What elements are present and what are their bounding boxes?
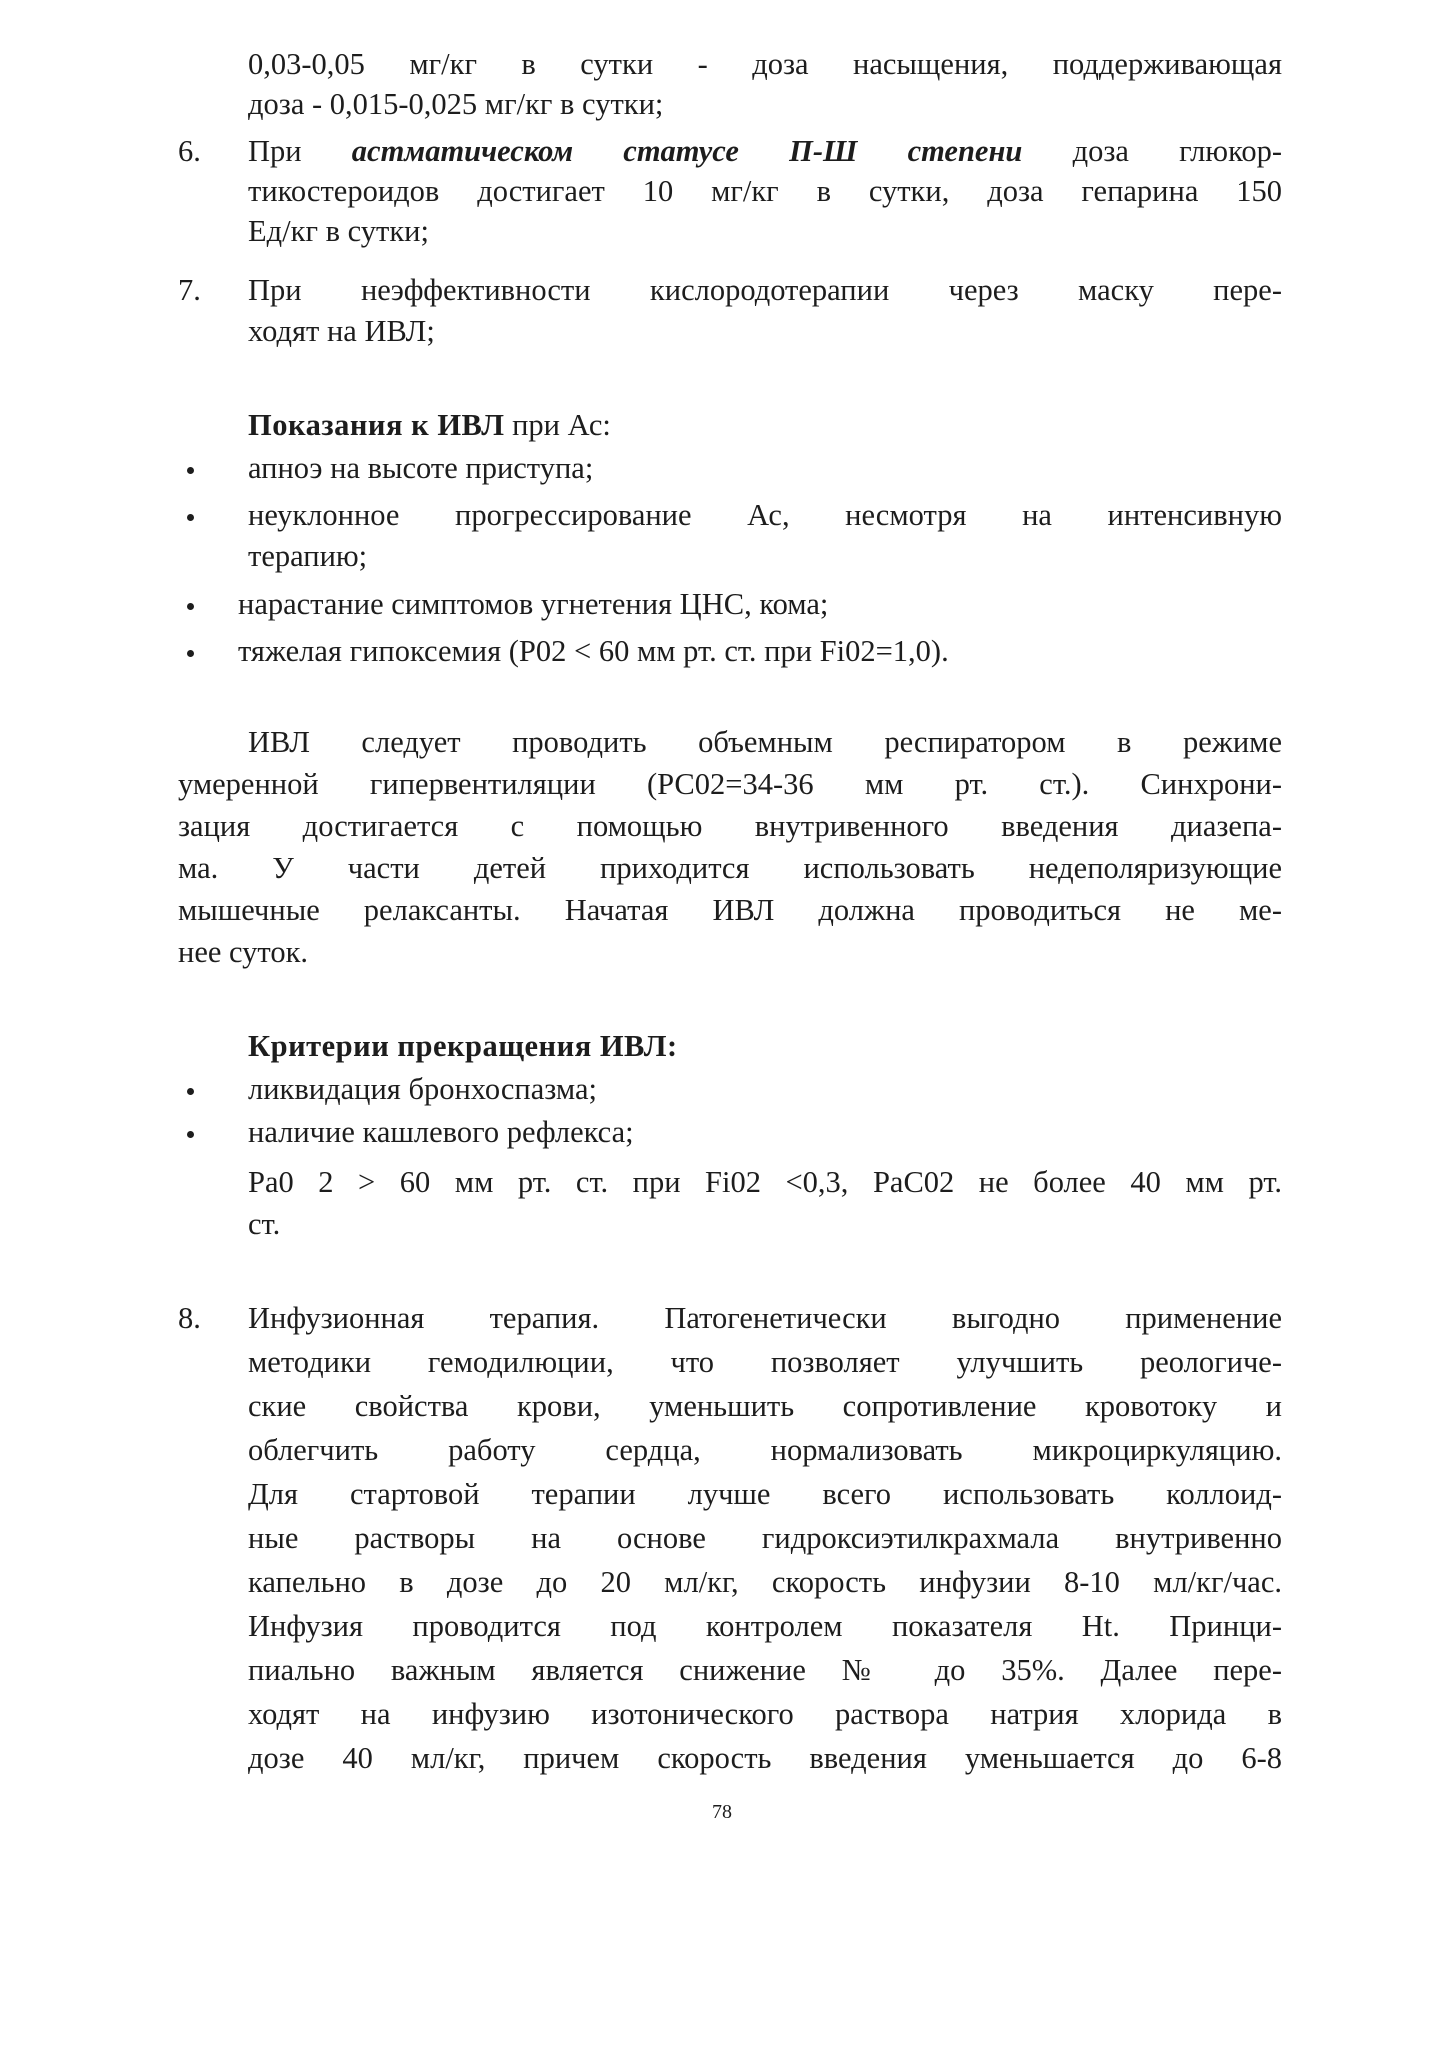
item8-line-6: ные растворы на основе гидроксиэтилкрахмала внутривенно <box>248 1521 1282 1555</box>
bullet-dot <box>187 603 194 610</box>
item6-line-3: Ед/кг в сутки; <box>248 214 429 248</box>
ventilation-para-line-6: нее суток. <box>178 935 309 969</box>
criteria-item-1: ликвидация бронхоспазма; <box>248 1072 597 1106</box>
item8-line-7: капельно в дозе до 20 мл/кг, скорость инфузии 8-10 мл/кг/час. <box>248 1565 1282 1599</box>
item6-emphasis: астматическом статусе П-Ш степени <box>351 134 1023 168</box>
item8-line-3: ские свойства крови, уменьшить сопротивление кровотоку и <box>248 1389 1282 1423</box>
bullet-dot <box>187 1131 194 1138</box>
item8-line-2: методики гемодилюции, что позволяет улучшить реологиче- <box>248 1345 1282 1379</box>
item8-line-11: дозе 40 мл/кг, причем скорость введения уменьшается до 6-8 <box>248 1741 1282 1775</box>
item8-line-1: Инфузионная терапия. Патогенетически выгодно применение <box>248 1301 1282 1335</box>
item7-line-1: При неэффективности кислородотерапии через маску пере- <box>248 273 1282 307</box>
bullet-dot <box>187 650 194 657</box>
item8-number: 8. <box>178 1301 201 1335</box>
item5-line-1: 0,03-0,05 мг/кг в сутки - доза насыщения, поддерживающая <box>248 47 1282 81</box>
bullet-dot <box>187 1088 194 1095</box>
item8-line-4: облегчить работу сердца, нормализовать микроциркуляцию. <box>248 1433 1282 1467</box>
criteria-tail-line-1: Ра0 2 > 60 мм рт. ст. при Fi02 <0,3, РаС02 не более 40 мм рт. <box>248 1165 1282 1199</box>
item6-line-1 <box>248 131 1282 171</box>
page-number: 78 <box>712 1801 732 1823</box>
item8-line-5: Для стартовой терапии лучше всего использовать коллоид- <box>248 1477 1282 1511</box>
item6-number: 6. <box>178 134 201 168</box>
bullet-dot <box>187 514 194 521</box>
item7-number: 7. <box>178 273 201 307</box>
item7-line-2: ходят на ИВЛ; <box>248 314 435 348</box>
indication-item-2-line-1: неуклонное прогрессирование Ас, несмотря на интенсивную <box>248 498 1282 532</box>
ventilation-para-line-3: зация достигается с помощью внутривенного введения диазепа- <box>178 809 1282 843</box>
item8-line-9: пиально важным является снижение № до 35%. Далее пере- <box>248 1653 1282 1687</box>
ventilation-para-line-1: ИВЛ следует проводить объемным респиратором в режиме <box>248 725 1282 759</box>
item5-line-2: доза - 0,015-0,025 мг/кг в сутки; <box>248 87 664 121</box>
item8-line-8: Инфузия проводится под контролем показателя Ht. Принци- <box>248 1609 1282 1643</box>
bullet-dot <box>187 467 194 474</box>
indication-item-2-line-2: терапию; <box>248 539 368 573</box>
indications-heading <box>248 405 611 445</box>
indications-heading-rest: при Ас: <box>504 408 611 442</box>
item6-line-1-pre: При <box>248 134 352 168</box>
indications-heading-bold: Показания к ИВЛ <box>248 408 505 442</box>
item6-line-2: тикостероидов достигает 10 мг/кг в сутки, доза гепарина 150 <box>248 174 1282 208</box>
criteria-heading: Критерии прекращения ИВЛ: <box>248 1029 678 1063</box>
indication-item-1: апноэ на высоте приступа; <box>248 451 594 485</box>
indication-item-3: нарастание симптомов угнетения ЦНС, кома; <box>238 587 829 621</box>
ventilation-para-line-4: ма. У части детей приходится использовать недеполяризующие <box>178 851 1282 885</box>
ventilation-para-line-5: мышечные релаксанты. Начатая ИВЛ должна проводиться не ме- <box>178 893 1282 927</box>
indication-item-4: тяжелая гипоксемия (Р02 < 60 мм рт. ст. при Fi02=1,0). <box>238 634 949 668</box>
criteria-tail-line-2: ст. <box>248 1207 281 1241</box>
ventilation-para-line-2: умеренной гипервентиляции (РС02=34-36 мм рт. ст.). Синхрони- <box>178 767 1282 801</box>
criteria-item-2: наличие кашлевого рефлекса; <box>248 1115 634 1149</box>
item6-line-1-post: доза глюкор- <box>1022 134 1282 168</box>
item8-line-10: ходят на инфузию изотонического раствора натрия хлорида в <box>248 1697 1282 1731</box>
